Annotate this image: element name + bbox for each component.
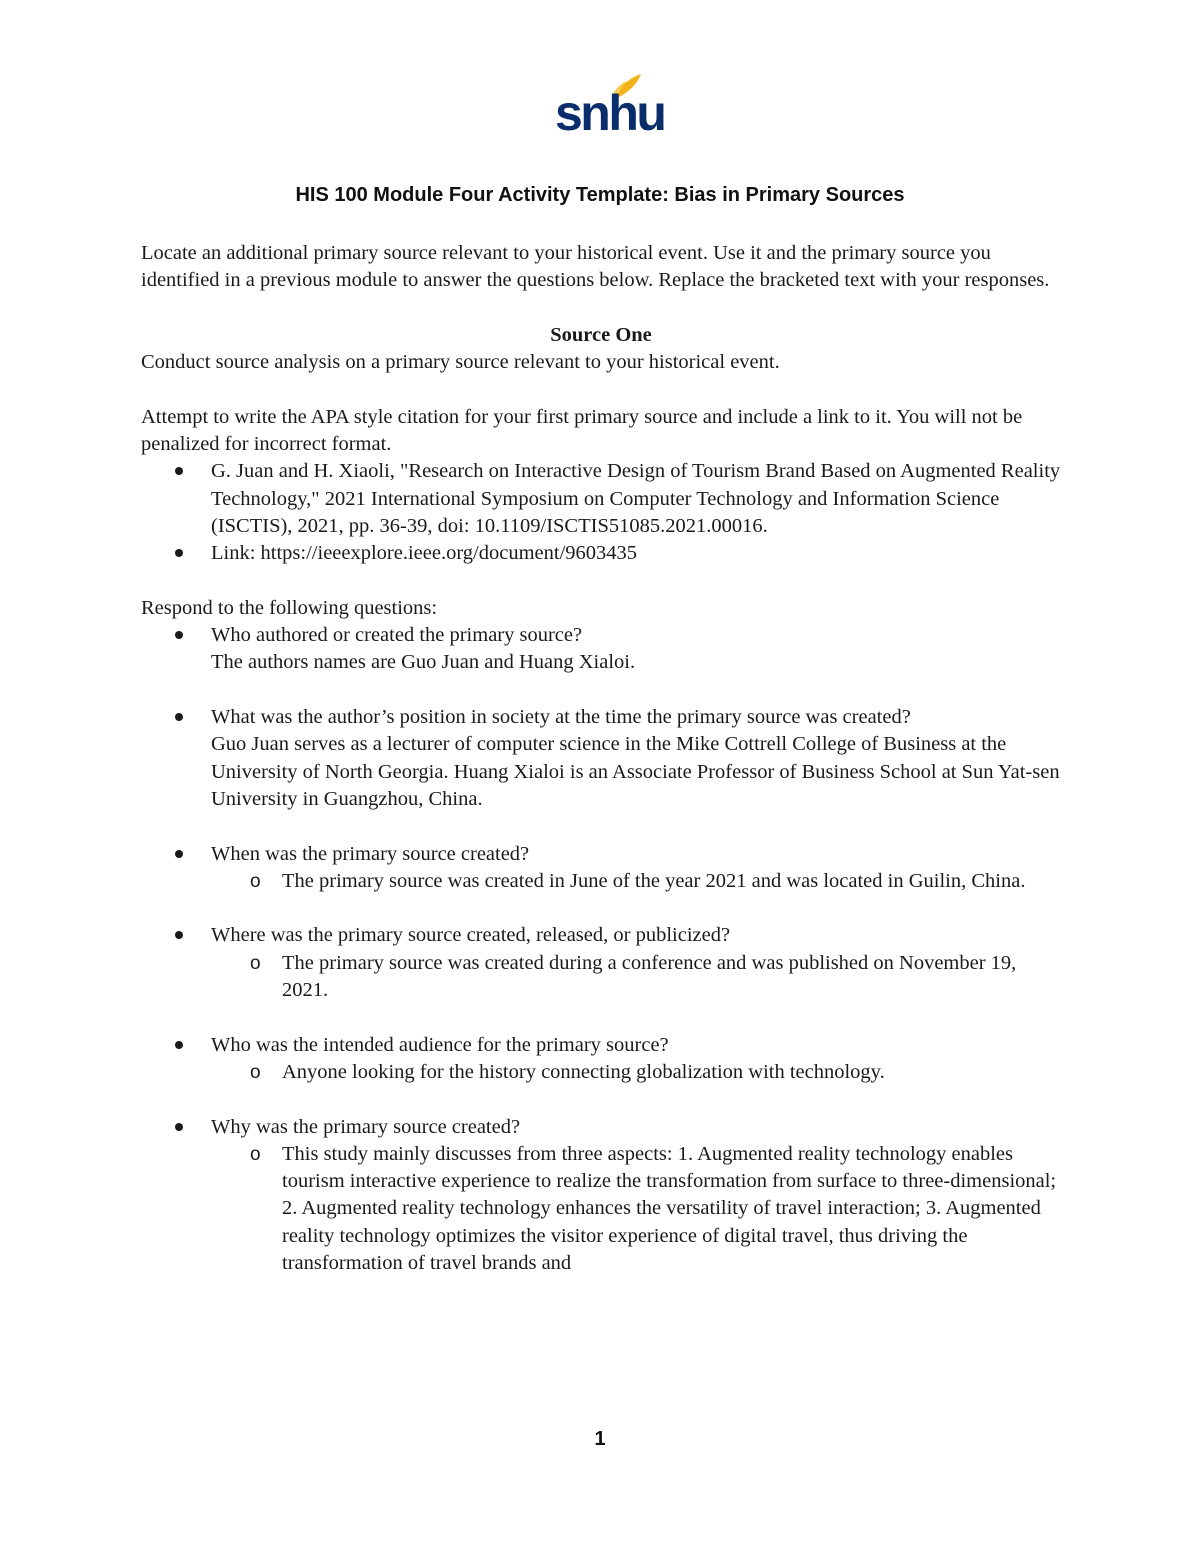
sub-answer: o Anyone looking for the history connecting globalization with technology. [141,1059,1061,1086]
answer-text: The authors names are Guo Juan and Huang Xialoi. [211,651,636,674]
bullet-icon [175,931,183,939]
sub-bullet-icon: o [250,870,261,892]
page-number: 1 [594,1428,606,1450]
sub-bullet-icon: o [250,952,261,974]
citation-link-item: Link: https://ieeexplore.ieee.org/document/9603435 [141,540,1061,567]
question-item: What was the author’s position in society at the time the primary source was created? [141,704,1061,731]
document-body [141,240,1061,1277]
bullet-icon [175,713,183,721]
bullet-icon [175,1041,183,1049]
bullet-icon [175,549,183,557]
source-one-heading: Source One [550,323,652,346]
bullet-icon [175,850,183,858]
bullet-icon [175,467,183,475]
sub-answer: o The primary source was created in June of the year 2021 and was located in Guilin, China. [141,868,1061,895]
snhu-logo [555,72,665,141]
question-item: Why was the primary source created? [141,1114,1061,1141]
sub-answer: o The primary source was created during a conference and was published on November 19, 2021. [250,951,1017,1002]
question-item: When was the primary source created? [141,841,1061,868]
intro-paragraph: Locate an additional primary source relevant to your historical event. Use it and the primary source you identified in a previous module to answer the questions below. Replace the bracketed text with your responses. [141,242,1050,292]
sub-bullet-icon: o [250,1061,261,1083]
question-item: Who authored or created the primary source? [141,622,1061,649]
sub-answer: o This study mainly discusses from three aspects: 1. Augmented reality technology enables tourism interactive experience to realize the transformation from surface to three-dimensional; 2. Augmented reality technology enhances the versatility of travel interaction; 3. Augmented reality technology optimizes the visitor experience of digital travel, thus driving the transformation of travel brands and [250,1142,1057,1274]
bullet-icon [175,631,183,639]
sub-bullet-icon: o [250,1143,261,1165]
citation-item: G. Juan and H. Xiaoli, "Research on Interactive Design of Tourism Brand Based on Augmented Reality Technology," 2021 International Symposium on Computer Technology and Information Science (ISCTIS), 2021, pp. 36-39, doi: 10.1109/ISCTIS51085.2021.00016. [141,458,1061,540]
logo-wordmark: snhu [555,85,665,141]
question-item: Where was the primary source created, released, or publicized? [141,922,1061,949]
document-title: HIS 100 Module Four Activity Template: Bias in Primary Sources [295,184,905,206]
answer-text: Guo Juan serves as a lecturer of computer science in the Mike Cottrell College of Business at the University of North Georgia. Huang Xialoi is an Associate Professor of Business School at Sun Yat-sen University in Guangzhou, China. [211,733,1060,810]
source-one-description: Conduct source analysis on a primary source relevant to your historical event. [141,351,780,374]
respond-label: Respond to the following questions: [141,596,438,619]
bullet-icon [175,1123,183,1131]
question-item: Who was the intended audience for the primary source? [141,1032,1061,1059]
citation-prompt: Attempt to write the APA style citation for your first primary source and include a link to it. You will not be penalized for incorrect format. [141,405,1023,456]
